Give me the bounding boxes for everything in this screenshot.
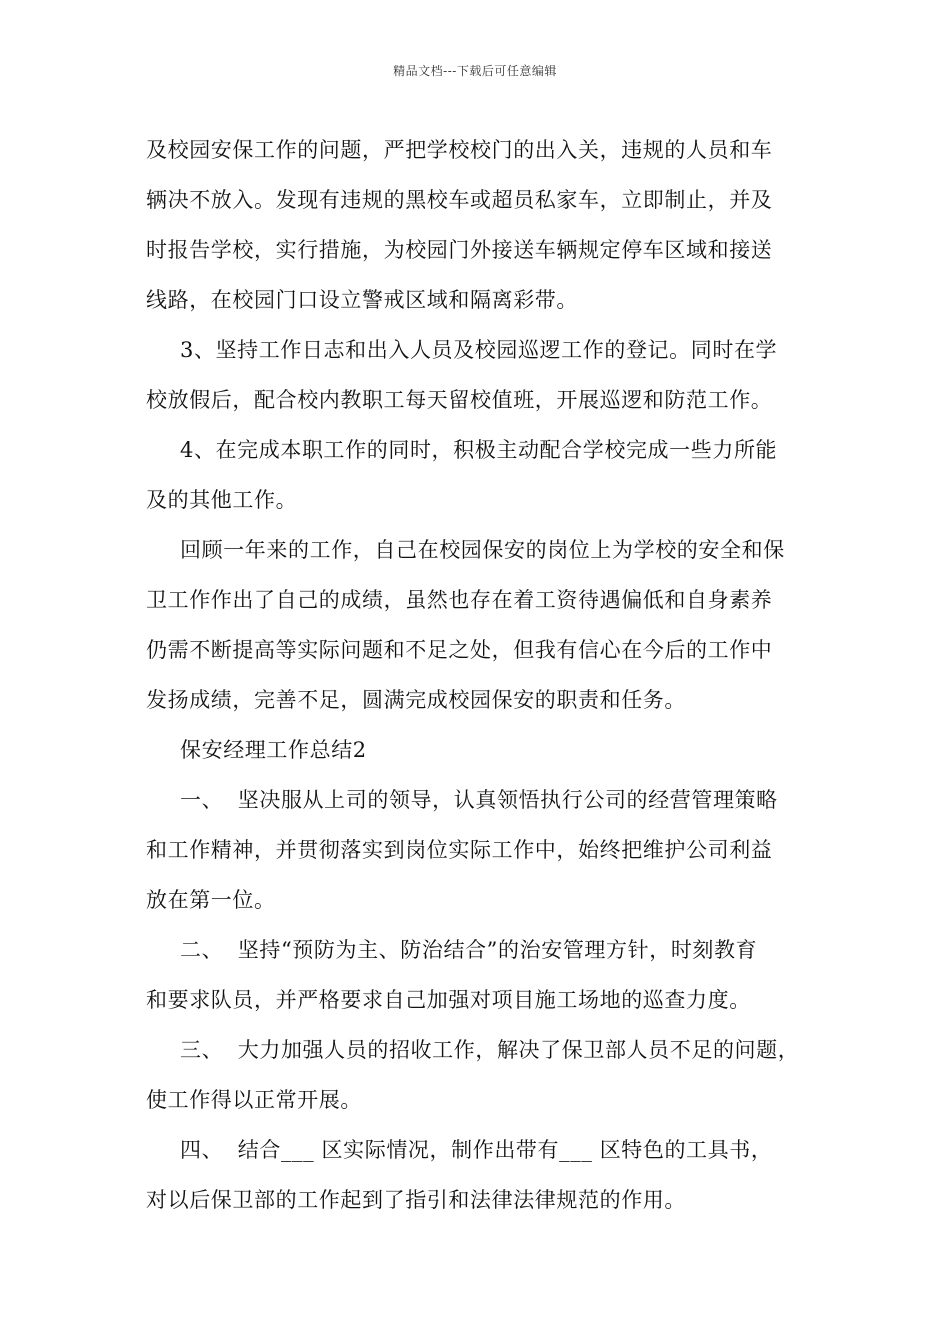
item-three-line: 三、 大力加强人员的招收工作，解决了保卫部人员不足的问题， <box>180 1038 800 1062</box>
body-line: 和要求队员，并严格要求自己加强对项目施工场地的巡查力度。 <box>146 988 751 1012</box>
summary-paragraph-line: 回顾一年来的工作，自己在校园保安的岗位上为学校的安全和保 <box>180 538 785 562</box>
body-line: 线路，在校园门口设立警戒区域和隔离彩带。 <box>146 288 578 312</box>
item-two-line: 二、 坚持“预防为主、防治结合”的治安管理方针，时刻教育 <box>180 938 758 962</box>
body-line: 放在第一位。 <box>146 888 276 912</box>
body-line: 使工作得以正常开展。 <box>146 1088 362 1112</box>
body-line: 仍需不断提高等实际问题和不足之处，但我有信心在今后的工作中 <box>146 638 773 662</box>
paragraph-3-line: 3、坚持工作日志和出入人员及校园巡逻工作的登记。同时在学 <box>180 338 778 362</box>
paragraph-4-line: 4、在完成本职工作的同时，积极主动配合学校完成一些力所能 <box>180 438 778 462</box>
section-heading: 保安经理工作总结2 <box>180 738 367 762</box>
body-line: 及校园安保工作的问题，严把学校校门的出入关，违规的人员和车 <box>146 138 773 162</box>
page-header: 精品文档---下载后可任意编辑 <box>393 64 557 78</box>
body-line: 发扬成绩，完善不足，圆满完成校园保安的职责和任务。 <box>146 688 686 712</box>
body-line: 时报告学校，实行措施，为校园门外接送车辆规定停车区域和接送 <box>146 238 773 262</box>
item-one-line: 一、 坚决服从上司的领导，认真领悟执行公司的经营管理策略 <box>180 788 778 812</box>
body-line: 卫工作作出了自己的成绩，虽然也存在着工资待遇偏低和自身素养 <box>146 588 773 612</box>
body-line: 及的其他工作。 <box>146 488 298 512</box>
body-line: 校放假后，配合校内教职工每天留校值班，开展巡逻和防范工作。 <box>146 388 773 412</box>
body-line: 辆决不放入。发现有违规的黑校车或超员私家车，立即制止，并及 <box>146 188 773 212</box>
item-four-line: 四、 结合___ 区实际情况，制作出带有___ 区特色的工具书， <box>180 1138 773 1162</box>
body-line: 对以后保卫部的工作起到了指引和法律法律规范的作用。 <box>146 1188 686 1212</box>
body-line: 和工作精神，并贯彻落实到岗位实际工作中，始终把维护公司利益 <box>146 838 773 862</box>
